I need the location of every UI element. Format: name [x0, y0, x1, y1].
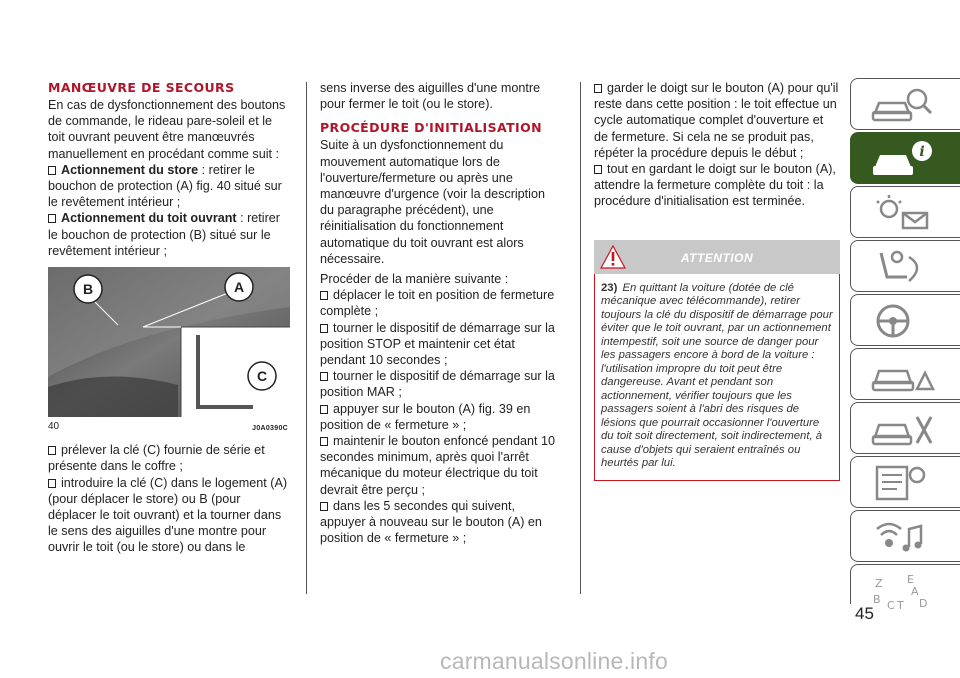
tab-multimedia[interactable]	[850, 510, 960, 562]
index-letter: A	[911, 585, 919, 598]
bullet-item: dans les 5 secondes qui suivent, appuyer à nouveau sur le bouton (A) en position de « fermeture » ;	[320, 498, 542, 546]
section-heading-initialisation: PROCÉDURE D'INITIALISATION	[320, 120, 542, 136]
tab-car-info[interactable]	[850, 132, 960, 184]
airbag-seat-icon	[869, 247, 939, 287]
checkbox-bullet-icon	[320, 372, 328, 381]
checkbox-bullet-icon	[320, 405, 328, 414]
checkbox-bullet-icon	[48, 214, 56, 223]
index-letter: D	[919, 597, 928, 610]
index-letter: Z	[875, 577, 883, 590]
section-heading-emergency: MANŒUVRE DE SECOURS	[48, 80, 235, 95]
checkbox-bullet-icon	[48, 166, 56, 175]
bullet-item: garder le doigt sur le bouton (A) pour qu'il reste dans cette position : le toit effectue un cycle automatique complet d'ouverture et de fermeture. Si cela ne se produit pas, répéter la procédure depuis le début ;	[594, 81, 839, 160]
paragraph: Suite à un dysfonctionnement du mouvement automatique lors de l'ouverture/fermeture ou après une manœuvre d'urgence (voir la description du paragraphe précédent), une réinitialisation du fonctionnement automatique du toit ouvrant est alors nécessaire.	[320, 138, 545, 266]
figure-label-a: A	[233, 279, 245, 296]
bullet-item: tourner le dispositif de démarrage sur la position STOP et maintenir cet état pendant 10 secondes ;	[320, 320, 555, 368]
tab-steering-wheel[interactable]	[850, 294, 960, 346]
checkbox-bullet-icon	[320, 291, 328, 300]
index-letter: B	[873, 593, 881, 606]
page-number: 45	[855, 604, 874, 623]
bullet-item: appuyer sur le bouton (A) fig. 39 en position de « fermeture » ;	[320, 401, 531, 432]
attention-number: 23)	[601, 281, 618, 294]
figure-code: J0A0390C	[252, 425, 288, 433]
attention-title: ATTENTION	[680, 250, 754, 265]
watermark: carmanualsonline.info	[440, 648, 668, 674]
figure-40-roof-illustration	[48, 267, 290, 417]
tab-specifications[interactable]	[850, 456, 960, 508]
bullet-item: Actionnement du store : retirer le bouchon de protection (A) fig. 40 situé sur le revêtement intérieur ;	[48, 162, 282, 210]
checkbox-bullet-icon	[594, 84, 602, 93]
tab-car-service[interactable]	[850, 402, 960, 454]
checkbox-bullet-icon	[48, 479, 56, 488]
column-2	[320, 80, 562, 546]
tab-airbag-seat[interactable]	[850, 240, 960, 292]
checkbox-bullet-icon	[320, 437, 328, 446]
index-letter: C	[887, 599, 895, 611]
paragraph: Procéder de la manière suivante :	[320, 272, 509, 287]
car-info-icon	[869, 139, 939, 179]
tab-warning-lights[interactable]	[850, 186, 960, 238]
bullet-item: déplacer le toit en position de fermeture complète ;	[320, 288, 555, 319]
intro-paragraph: En cas de dysfonctionnement des boutons de commande, le rideau pare-soleil et le toit ouvrant peuvent être manœuvrés manuellement en procédant comme suit :	[48, 98, 286, 161]
car-breakdown-icon	[869, 355, 939, 395]
checkbox-bullet-icon	[594, 165, 602, 174]
tab-car-breakdown[interactable]	[850, 348, 960, 400]
index-letter: E	[907, 573, 914, 586]
car-search-icon	[869, 85, 939, 125]
bullet-item: tourner le dispositif de démarrage sur la position MAR ;	[320, 369, 555, 400]
column-divider	[306, 82, 307, 594]
index-letter: T	[897, 599, 904, 611]
bullet-item: prélever la clé (C) fournie de série et présente dans le coffre ;	[48, 443, 265, 474]
column-1	[48, 80, 288, 556]
checkbox-bullet-icon	[48, 446, 56, 455]
specifications-icon	[869, 463, 939, 503]
chapter-sidebar	[850, 78, 960, 611]
checkbox-bullet-icon	[320, 502, 328, 511]
steering-wheel-icon	[869, 301, 939, 341]
figure-label-c: C	[256, 368, 268, 385]
warning-lights-icon	[869, 193, 939, 233]
column-3	[594, 80, 840, 481]
checkbox-bullet-icon	[320, 324, 328, 333]
figure-number: 40	[48, 421, 60, 433]
bullet-item: tout en gardant le doigt sur le bouton (A), attendre la fermeture complète du toit : la procédure d'initialisation est terminée.	[594, 162, 836, 209]
attention-box	[594, 274, 840, 481]
attention-text: En quittant la voiture (dotée de clé mécanique avec télécommande), retirer toujours la clé du dispositif de démarrage pour éviter que le toit ouvrant, par un actionnement intempestif, soit une source de danger pour les passagers encore à bord de la voiture : l'utilisation impropre du toit peut être dangereuse. Avant et pendant son actionnement, vérifier toujours que les passagers soient à l'abri des risques de lésions que pourrait occasionner l'ouverture du toit soit directement, soit indirectement, à cause d'objets qui seraient entraînés ou heurtés par lui.	[601, 281, 833, 470]
roof-interior-photo	[48, 267, 290, 417]
multimedia-icon	[869, 517, 939, 557]
attention-header	[594, 240, 840, 274]
svg-text:i: i	[919, 144, 925, 160]
bullet-item: Actionnement du toit ouvrant : retirer le bouchon de protection (B) situé sur le revêtement intérieur ;	[48, 211, 280, 258]
tab-index[interactable]	[850, 564, 960, 611]
tab-car-search[interactable]	[850, 78, 960, 130]
figure-label-b: B	[82, 281, 94, 298]
figure-caption	[48, 419, 288, 437]
continued-paragraph: sens inverse des aiguilles d'une montre pour fermer le toit (ou le store).	[320, 81, 541, 112]
bullet-item: introduire la clé (C) dans le logement (A) (pour déplacer le store) ou B (pour déplacer le toit ouvrant) et la tourner dans le sens des aiguilles d'une montre pour ouvrir le toit (ou le store) ou dans le	[48, 475, 288, 555]
car-service-icon	[869, 409, 939, 449]
column-divider	[580, 82, 581, 594]
bullet-item: maintenir le bouton enfoncé pendant 10 secondes minimum, après quoi l'arrêt mécanique du moteur électrique du toit devrait être perçu ;	[320, 434, 555, 497]
index-icon	[869, 571, 939, 611]
